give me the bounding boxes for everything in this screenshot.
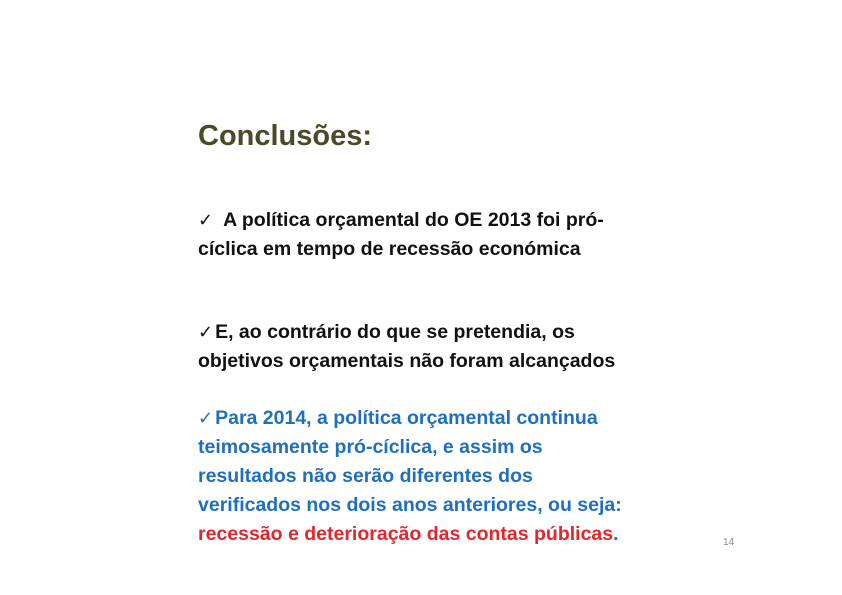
bullet-3-line-4: verificados nos dois anos anteriores, ou seja: [198,494,622,516]
page-number: 14 [723,537,735,548]
highlight-text: recessão e deterioração das contas públicas [198,523,614,545]
bullet-2 [198,318,678,376]
bullet-3 [198,404,678,549]
check-icon: ✓ [198,322,214,343]
bullet-3-line-1: ✓ Para 2014, a política orçamental continua [198,407,598,429]
bullet-3-line-2: teimosamente pró-cíclica, e assim os [198,436,543,458]
check-icon: ✓ [198,210,214,231]
slide-title: Conclusões: [198,120,373,152]
bullet-3-line-3: resultados não serão diferentes dos [198,465,533,487]
bullet-1-line-1: ✓ A política orçamental do OE 2013 foi pró- [198,209,604,231]
bullet-2-line-1: ✓ E, ao contrário do que se pretendia, os [198,321,575,343]
end-punctuation: . [613,523,619,545]
bullet-3-line-5 [198,520,678,549]
bullet-1-line-2: cíclica em tempo de recessão económica [198,238,581,260]
bullet-1 [198,206,678,264]
bullet-2-line-2: objetivos orçamentais não foram alcançados [198,350,616,372]
check-icon: ✓ [198,408,214,429]
